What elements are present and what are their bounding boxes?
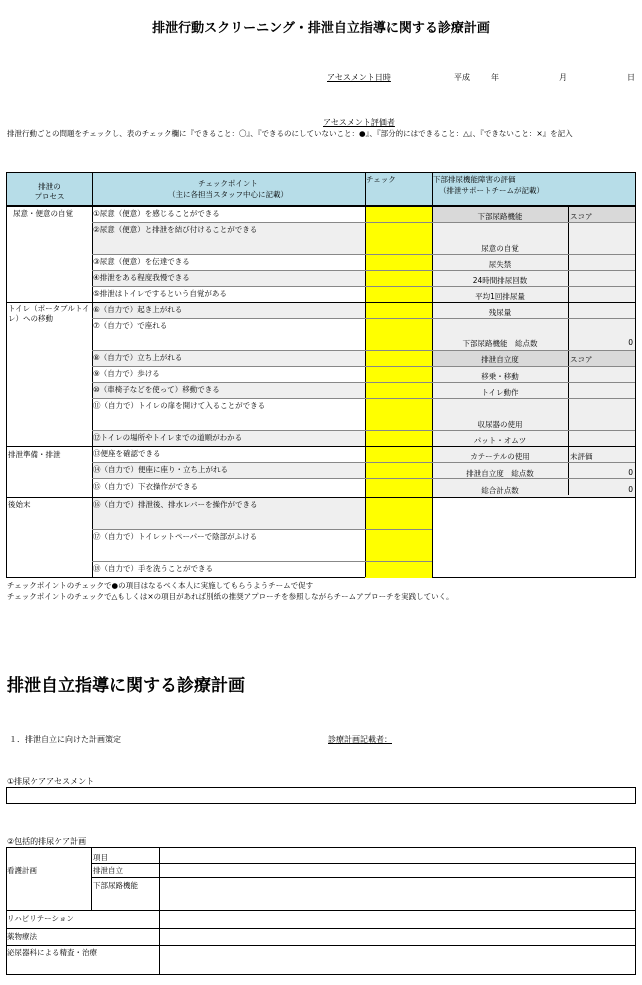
instructions: 排泄行動ごとの問題をチェックし、表のチェック欄に『できること：〇』、『できるのにしていないこと：●』、『部分的にはできること：△』、『できないこと：×』を記入 xyxy=(7,129,573,138)
checkpoint-2: ②尿意（便意）と排泄を結び付けることができる xyxy=(93,225,258,234)
row-rehabilitation: リハビリテーション xyxy=(7,914,74,923)
checkpoint-7: ⑦（自力で）で座れる xyxy=(93,321,168,330)
eval-score-header-2: スコア xyxy=(570,355,593,364)
header-check: チェック xyxy=(366,175,396,184)
checkpoint-4: ④排泄をある程度我慢できる xyxy=(93,273,190,282)
process-preparation: 排泄準備・排泄 xyxy=(8,450,61,459)
row-urology: 泌尿器科による精査・治療 xyxy=(7,948,97,957)
eval-item-24h-count: 24時間排尿回数 xyxy=(472,276,528,285)
eval-score-header: スコア xyxy=(570,212,593,221)
eval-item-avg-volume: 平均1回排尿量 xyxy=(475,292,525,301)
excretion-independence-input[interactable] xyxy=(160,864,635,877)
checkpoint-15: ⑮（自力で）下衣操作ができる xyxy=(93,482,198,491)
eval-item-catheter: カテーテルの使用 xyxy=(470,452,530,461)
checkpoint-16: ⑯（自力で）排泄後、排水レバーを操作ができる xyxy=(93,500,258,509)
eval-grand-total-label: 総合計点数 xyxy=(481,486,519,495)
process-cleanup: 後始末 xyxy=(8,500,31,509)
eval-item-toilet-action: トイレ動作 xyxy=(481,388,519,397)
eval-grand-total-value: 0 xyxy=(628,485,633,494)
eval-item-incontinence: 尿失禁 xyxy=(488,260,512,269)
process-awareness: 尿意・便意の自覚 xyxy=(13,209,73,218)
drug-therapy-input[interactable] xyxy=(160,929,635,945)
checkpoint-12: ⑫トイレの場所やトイレまでの道順がわかる xyxy=(93,433,243,442)
row-drug-therapy: 薬物療法 xyxy=(7,932,37,941)
eval-independence-header: 排泄自立度 xyxy=(481,355,519,364)
eval-lower-total-value: 0 xyxy=(628,338,633,347)
care-plan-table xyxy=(6,847,636,975)
eval-item-awareness: 尿意の自覚 xyxy=(481,244,519,253)
header-eval-sub: （排泄サポートチームが記載） xyxy=(439,186,544,195)
note-1: チェックポイントのチェックで●の項目はなるべく本人に実施してもらうようチームで促す xyxy=(7,581,314,590)
eval-independence-total-label: 排泄自立度 総点数 xyxy=(466,469,534,478)
header-eval: 下部排尿機能障害の評価 xyxy=(433,175,516,184)
assessment-input-box[interactable] xyxy=(6,787,636,804)
check-column[interactable] xyxy=(365,206,432,578)
eval-item-urinal: 収尿器の使用 xyxy=(477,420,523,429)
header-process: 排泄の プロセス xyxy=(34,182,65,201)
rehabilitation-input[interactable] xyxy=(160,911,635,928)
row-excretion-independence: 排泄自立 xyxy=(93,866,123,875)
screening-table xyxy=(6,172,636,578)
header-checkpoint-sub: （主に各担当スタッフ中心に記載） xyxy=(168,190,288,199)
checkpoint-9: ⑨（自力で）歩ける xyxy=(93,369,160,378)
assessment-heading: ①排尿ケアアセスメント xyxy=(7,777,95,786)
urology-input[interactable] xyxy=(160,946,635,974)
checkpoint-13: ⑬便座を確認できる xyxy=(93,449,161,458)
plan-recorder-label: 診療計画記載者： xyxy=(328,735,392,744)
month-label: 月 xyxy=(559,73,567,82)
eval-item-pad: パット・オムツ xyxy=(473,436,527,445)
year-label: 年 xyxy=(491,73,499,82)
checkpoint-17: ⑰（自力で）トイレットペーパーで陰部がふける xyxy=(93,532,258,541)
assessment-date-label: アセスメント日時 xyxy=(327,73,391,82)
item-input[interactable] xyxy=(160,848,635,863)
checkpoint-18: ⑱（自力で）手を洗うことができる xyxy=(93,564,213,573)
comprehensive-heading: ②包括的排尿ケア計画 xyxy=(7,837,87,846)
checkpoint-8: ⑧（自力で）立ち上がれる xyxy=(93,353,183,362)
checkpoint-3: ③尿意（便意）を伝達できる xyxy=(93,257,190,266)
eval-independence-total-value: 0 xyxy=(628,468,633,477)
checkpoint-11: ⑪（自力で）トイレの扉を開けて入ることができる xyxy=(93,401,266,410)
page-title: 排泄行動スクリーニング・排泄自立指導に関する診療計画 xyxy=(152,21,490,36)
assessment-evaluator-label: アセスメント評価者 xyxy=(323,118,395,127)
checkpoint-5: ⑤排泄はトイレでするという自覚がある xyxy=(93,289,227,298)
eval-lower-urinary-header: 下部尿路機能 xyxy=(477,212,523,221)
checkpoint-10: ⑩（車椅子などを使って）移動できる xyxy=(93,385,220,394)
checkpoint-6: ⑥（自力で）起き上がれる xyxy=(93,305,183,314)
row-nursing-plan: 看護計画 xyxy=(7,866,37,875)
checkpoint-1: ①尿意（便意）を感じることができる xyxy=(93,209,220,218)
eval-item-transfer: 移乗・移動 xyxy=(481,372,519,381)
row-lower-urinary: 下部尿路機能 xyxy=(93,881,138,890)
note-2: チェックポイントのチェックで△もしくは×の項目があれば別紙の推奨アプローチを参照しながらチームアプローチを実践していく。 xyxy=(7,592,454,601)
lower-urinary-input[interactable] xyxy=(160,878,635,910)
process-toilet-move: トイレ（ポータブルトイレ）への移動 xyxy=(8,304,90,323)
eval-lower-total-label: 下部尿路機能 総点数 xyxy=(462,339,538,348)
eval-item-residual: 残尿量 xyxy=(488,308,512,317)
plan-section-1: １．排泄自立に向けた計画策定 xyxy=(9,735,121,744)
day-label: 日 xyxy=(627,73,635,82)
plan-title: 排泄自立指導に関する診療計画 xyxy=(7,676,245,696)
eval-catheter-value: 未評価 xyxy=(570,452,593,461)
era-label: 平成 xyxy=(454,73,470,82)
header-checkpoint: チェックポイント xyxy=(198,179,258,188)
checkpoint-14: ⑭（自力で）便座に座り・立ち上がれる xyxy=(93,465,228,474)
row-item: 項目 xyxy=(93,853,108,862)
